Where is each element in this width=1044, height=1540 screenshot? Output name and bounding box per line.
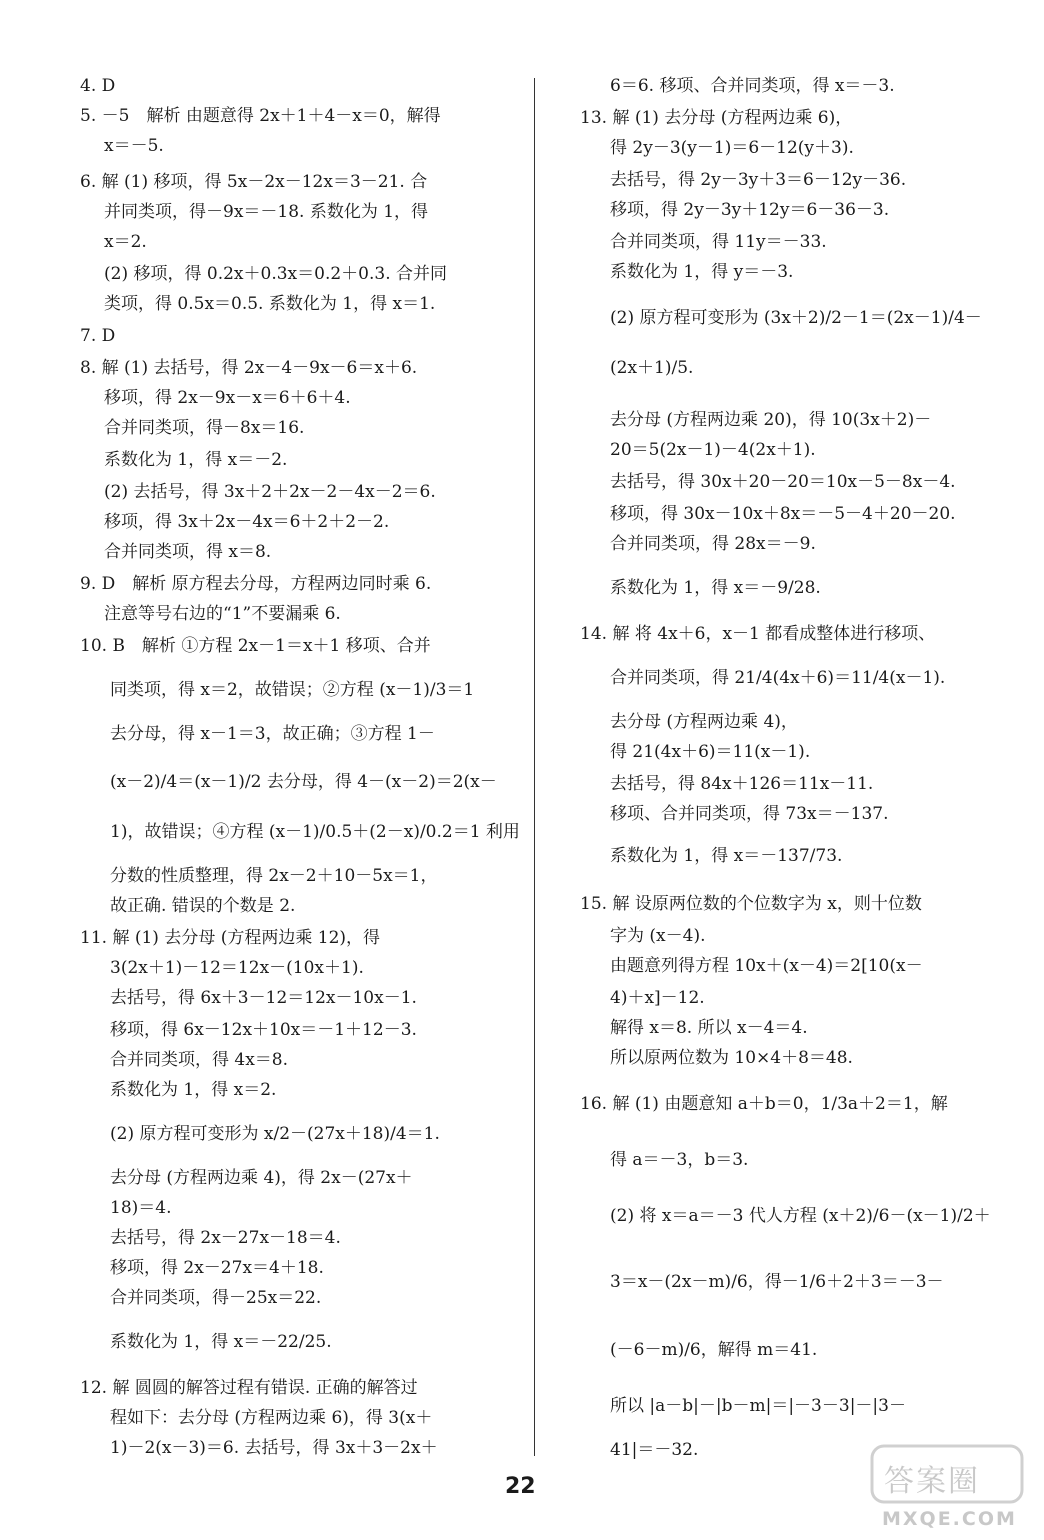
answer-14-line: 去括号，得 84x＋126＝11x－11. — [610, 774, 874, 794]
answer-13-line: 移项，得 30x－10x＋8x＝－5－4＋20－20. — [610, 504, 956, 524]
answer-6-line: (2) 移项，得 0.2x＋0.3x＝0.2＋0.3. 合并同 — [104, 264, 448, 284]
answer-13-line: 系数化为 1，得 x＝－9/28. — [610, 578, 821, 598]
answer-5: 5. －5 解析 由题意得 2x＋1＋4－x＝0，解得 — [80, 106, 441, 126]
column-divider — [534, 78, 535, 1456]
answer-9-line: 注意等号右边的“1”不要漏乘 6. — [104, 604, 341, 624]
answer-11-line: 去括号，得 2x－27x－18＝4. — [110, 1228, 341, 1248]
answer-15-line: 字为 (x－4). — [610, 926, 706, 946]
watermark-logo-text: 答案圈 — [884, 1464, 980, 1499]
watermark — [866, 1440, 1034, 1536]
answer-11-line: 去括号，得 6x＋3－12＝12x－10x－1. — [110, 988, 417, 1008]
watermark-url: MXQE.COM — [882, 1508, 1017, 1530]
answer-13-line: 得 2y－3(y－1)＝6－12(y＋3). — [610, 138, 854, 158]
page-number: 22 — [505, 1474, 536, 1499]
answer-13-line: 合并同类项，得 28x＝－9. — [610, 534, 816, 554]
answer-11: 11. 解 (1) 去分母 (方程两边乘 12)，得 — [80, 928, 381, 948]
answer-10-line: 分数的性质整理，得 2x－2＋10－5x＝1， — [110, 866, 438, 886]
answer-12: 12. 解 圆圆的解答过程有错误. 正确的解答过 — [80, 1378, 418, 1398]
answer-11-line: (2) 原方程可变形为 x/2－(27x＋18)/4＝1. — [110, 1124, 440, 1144]
answer-15-line: 由题意列得方程 10x＋(x－4)＝2[10(x－ — [610, 956, 923, 976]
answer-13-line: 合并同类项，得 11y＝－33. — [610, 232, 827, 252]
answer-8-line: 移项，得 2x－9x－x＝6＋6＋4. — [104, 388, 351, 408]
answer-12-line: 程如下：去分母 (方程两边乘 6)，得 3(x＋ — [110, 1408, 433, 1428]
answer-12-line: 1)－2(x－3)＝6. 去括号，得 3x＋3－2x＋ — [110, 1438, 438, 1458]
answer-14-line: 去分母 (方程两边乘 4)， — [610, 712, 798, 732]
answer-16-line: 得 a＝－3，b＝3. — [610, 1150, 749, 1170]
answer-10-line: 去分母，得 x－1＝3，故正确；③方程 1－ — [110, 724, 435, 744]
answer-11-line: 合并同类项，得 4x＝8. — [110, 1050, 289, 1070]
answer-15: 15. 解 设原两位数的个位数字为 x，则十位数 — [580, 894, 922, 914]
answer-10-line: (x－2)/4＝(x－1)/2 去分母，得 4－(x－2)＝2(x－ — [110, 772, 497, 792]
answer-13-line: 去括号，得 30x＋20－20＝10x－5－8x－4. — [610, 472, 956, 492]
answer-5-cont: x＝－5. — [104, 136, 164, 156]
answer-14-line: 合并同类项，得 21/4(4x＋6)＝11/4(x－1). — [610, 668, 946, 688]
answer-13-line: (2x＋1)/5. — [610, 358, 694, 378]
answer-13-line: (2) 原方程可变形为 (3x＋2)/2－1＝(2x－1)/4－ — [610, 308, 982, 328]
answer-6: 6. 解 (1) 移项，得 5x－2x－12x＝3－21. 合 — [80, 172, 428, 192]
answer-6-line: x＝2. — [104, 232, 147, 252]
answer-15-line: 所以原两位数为 10×4＋8＝48. — [610, 1048, 853, 1068]
answer-16-line: 3＝x－(2x－m)/6，得－1/6＋2＋3＝－3－ — [610, 1272, 944, 1292]
answer-16-line: 所以 |a－b|－|b－m|＝|－3－3|－|3－ — [610, 1396, 906, 1416]
answer-11-line: 去分母 (方程两边乘 4)，得 2x－(27x＋ — [110, 1168, 413, 1188]
answer-16-line: (2) 将 x＝a＝－3 代人方程 (x＋2)/6－(x－1)/2＋ — [610, 1206, 991, 1226]
answer-11-line: 移项，得 6x－12x＋10x＝－1＋12－3. — [110, 1020, 417, 1040]
answer-13-line: 20＝5(2x－1)－4(2x＋1). — [610, 440, 816, 460]
answer-16-line: 41|＝－32. — [610, 1440, 699, 1460]
answer-7: 7. D — [80, 326, 116, 346]
answer-11-line: 系数化为 1，得 x＝2. — [110, 1080, 277, 1100]
answer-6-line: 类项，得 0.5x＝0.5. 系数化为 1，得 x＝1. — [104, 294, 436, 314]
answer-13-line: 去分母 (方程两边乘 20)，得 10(3x＋2)－ — [610, 410, 932, 430]
answer-8-line: 移项，得 3x＋2x－4x＝6＋2＋2－2. — [104, 512, 390, 532]
answer-10-line: 1)，故错误；④方程 (x－1)/0.5＋(2－x)/0.2＝1 利用 — [110, 822, 520, 842]
answer-text: 4. D — [80, 76, 116, 96]
answer-8-line: 合并同类项，得 x＝8. — [104, 542, 272, 562]
answer-4 — [80, 74, 115, 98]
answer-8: 8. 解 (1) 去括号，得 2x－4－9x－6＝x＋6. — [80, 358, 418, 378]
answer-13-line: 系数化为 1，得 y＝－3. — [610, 262, 794, 282]
answer-16: 16. 解 (1) 由题意知 a＋b＝0，1/3a＋2＝1，解 — [580, 1094, 948, 1114]
answer-13-line: 去括号，得 2y－3y＋3＝6－12y－36. — [610, 170, 907, 190]
answer-10-line: 同类项，得 x＝2，故错误；②方程 (x－1)/3＝1 — [110, 680, 475, 700]
answer-11-line: 系数化为 1，得 x＝－22/25. — [110, 1332, 332, 1352]
answer-15-line: 解得 x＝8. 所以 x－4＝4. — [610, 1018, 808, 1038]
answer-11-line: 18)＝4. — [110, 1198, 172, 1218]
answer-14-line: 移项、合并同类项，得 73x＝－137. — [610, 804, 889, 824]
answer-8-line: (2) 去括号，得 3x＋2＋2x－2－4x－2＝6. — [104, 482, 436, 502]
answer-8-line: 系数化为 1，得 x＝－2. — [104, 450, 288, 470]
answer-14: 14. 解 将 4x＋6，x－1 都看成整体进行移项、 — [580, 624, 936, 644]
answer-14-line: 系数化为 1，得 x＝－137/73. — [610, 846, 843, 866]
answer-13-line: 移项，得 2y－3y＋12y＝6－36－3. — [610, 200, 890, 220]
answer-6-line: 并同类项，得－9x＝－18. 系数化为 1，得 — [104, 202, 429, 222]
answer-11-line: 移项，得 2x－27x＝4＋18. — [110, 1258, 324, 1278]
answer-12-cont: 6＝6. 移项、合并同类项，得 x＝－3. — [610, 76, 895, 96]
answer-11-line: 合并同类项，得－25x＝22. — [110, 1288, 322, 1308]
answer-9: 9. D 解析 原方程去分母，方程两边同时乘 6. — [80, 574, 432, 594]
answer-8-line: 合并同类项，得－8x＝16. — [104, 418, 305, 438]
answer-10: 10. B 解析 ①方程 2x－1＝x＋1 移项、合并 — [80, 636, 431, 656]
answer-10-line: 故正确. 错误的个数是 2. — [110, 896, 296, 916]
answer-11-line: 3(2x＋1)－12＝12x－(10x＋1). — [110, 958, 364, 978]
answer-13: 13. 解 (1) 去分母 (方程两边乘 6)， — [580, 108, 853, 128]
answer-15-line: 4)＋x]－12. — [610, 988, 705, 1008]
answer-16-line: (－6－m)/6，解得 m＝41. — [610, 1340, 818, 1360]
answer-14-line: 得 21(4x＋6)＝11(x－1). — [610, 742, 811, 762]
